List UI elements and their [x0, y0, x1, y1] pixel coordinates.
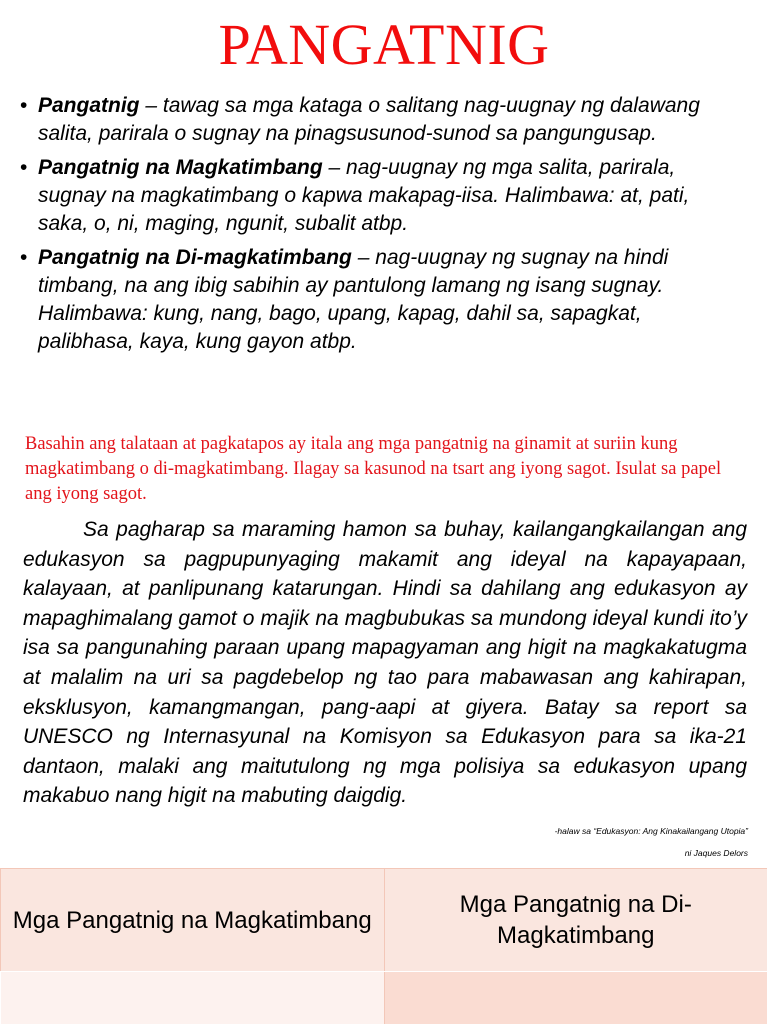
definition-text: – tawag sa mga kataga o salitang nag-uugnay ng dalawang salita, parirala o sugnay na pinagsusunod-sunod sa pangungusap. [38, 94, 700, 145]
definition-term: Pangatnig na Magkatimbang [38, 156, 323, 179]
page-title: PANGATNIG [218, 12, 550, 77]
answer-chart [0, 868, 768, 1024]
table-row [1, 972, 768, 1024]
instruction-text: Basahin ang talataan at pagkatapos ay itala ang mga pangatnig na ginamit at suriin kung magkatimbang o di-magkatimbang. Ilagay sa kasunod na tsart ang iyong sagot. Isulat sa papel ang iyong sagot. [25, 434, 722, 504]
column-header-magkatimbang: Mga Pangatnig na Magkatimbang [1, 869, 385, 972]
definition-item [20, 92, 740, 148]
bullet-icon: • [20, 156, 28, 179]
reading-passage: Sa pagharap sa maraming hamon sa buhay, kailangangkailangan ang edukasyon sa pagpupunyaging makamit ang ideyal na kapayapaan, kalayaan, at panlipunang katarungan. Hindi sa dahilang ang edukasyon ay mapaghimalang gamot o majik na magbubukas sa mundong ideyal kundi ito’y isa sa pangunahing paraan upang mapagyaman ang higit na magkakatugma at malalim na uri sa pagdebelop ng tao para mabawasan ang kahirapan, eksklusyon, kamangmangan, pang-aapi at giyera. Batay sa report sa UNESCO ng Internasyunal na Komisyon sa Edukasyon para sa ika-21 dantaon, malaki ang maitutulong ng mga polisiya sa edukasyon upang makabuo nang higit na mabuting daigdig. [23, 518, 747, 808]
definition-text: – nag-uugnay ng mga salita, parirala, sugnay na magkatimbang o kapwa makapag-iisa. Halimbawa: at, pati, saka, o, ni, maging, ngunit, subalit atbp. [38, 156, 690, 235]
answer-cell-di-magkatimbang [384, 972, 768, 1024]
column-header-di-magkatimbang: Mga Pangatnig na Di-Magkatimbang [384, 869, 768, 972]
definition-term: Pangatnig [38, 94, 140, 117]
answer-cell-magkatimbang [1, 972, 385, 1024]
bullet-icon: • [20, 94, 28, 117]
definition-list [20, 92, 740, 362]
bullet-icon: • [20, 246, 28, 269]
definition-text: – nag-uugnay ng sugnay na hindi timbang, na ang ibig sabihin ay pantulong lamang ng isang sugnay. Halimbawa: kung, nang, bago, upang, kapag, dahil sa, sapagkat, palibhasa, kaya, kung gayon atbp. [38, 246, 669, 353]
definition-item [20, 244, 740, 356]
source-citation: -halaw sa “Edukasyon: Ang Kinakailangang Utopia” [554, 826, 748, 836]
chart-header-row [1, 869, 768, 972]
definition-term: Pangatnig na Di-magkatimbang [38, 246, 352, 269]
source-author: ni Jaques Delors [684, 848, 748, 858]
definition-item [20, 154, 740, 238]
